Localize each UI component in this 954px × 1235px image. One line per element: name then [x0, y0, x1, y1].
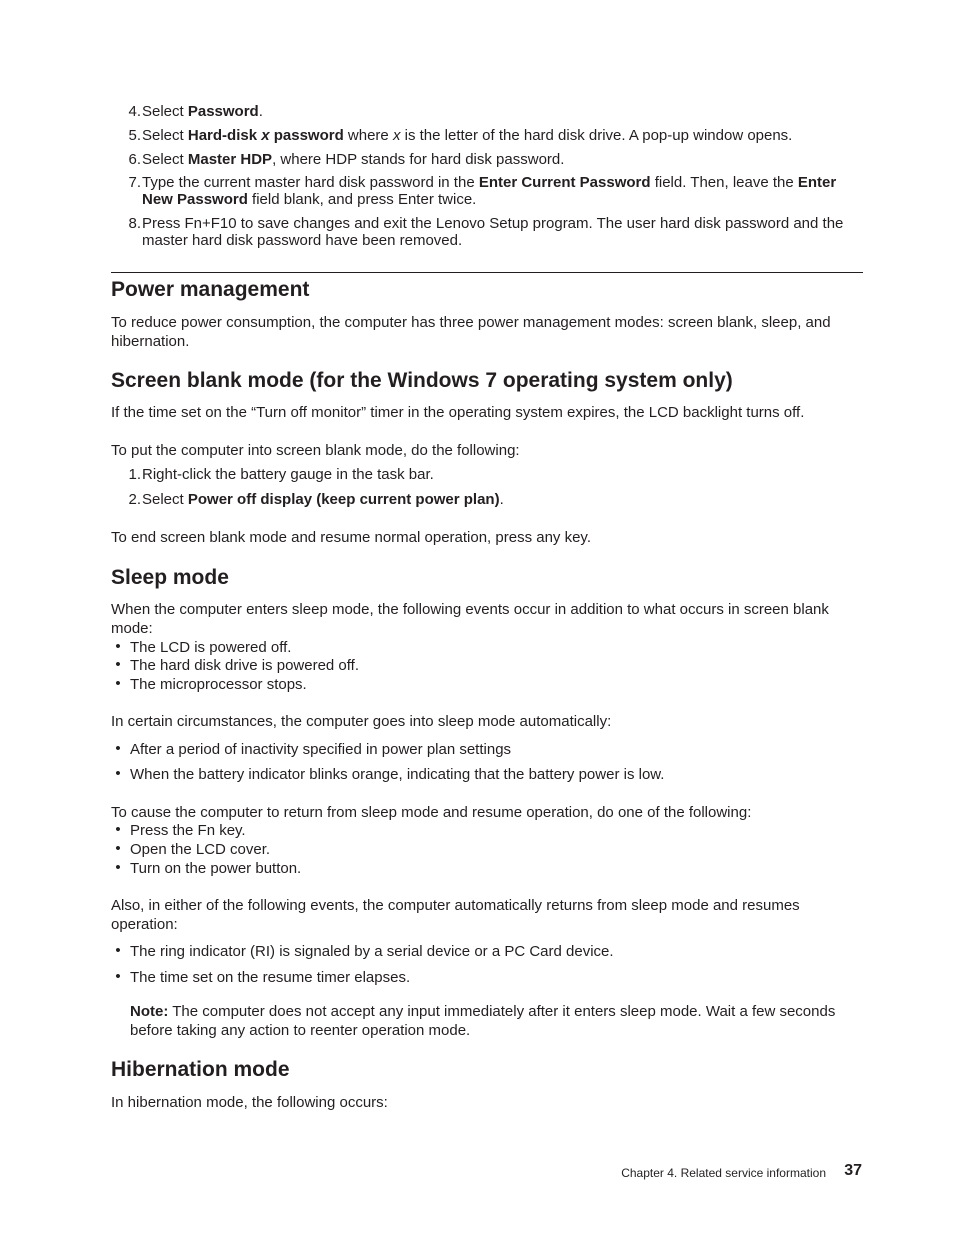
- sleep-list4-item: The ring indicator (RI) is signaled by a serial device or a PC Card device.: [130, 943, 614, 960]
- sleep-list1-item: The microprocessor stops.: [130, 676, 307, 693]
- screen-blank-step-2: Select Power off display (keep current power plan).: [142, 491, 504, 508]
- sleep-list3-item: Press the Fn key.: [130, 822, 246, 839]
- sleep-list4-item: The time set on the resume timer elapses.: [130, 969, 411, 986]
- bullet: •: [115, 638, 121, 655]
- screen-blank-p3: To end screen blank mode and resume normal operation, press any key.: [111, 529, 591, 546]
- sleep-list2-item: After a period of inactivity specified in power plan settings: [130, 741, 512, 758]
- step-number: 1.: [128, 466, 141, 483]
- screen-blank-p1: If the time set on the “Turn off monitor” timer in the operating system expires, the LCD backlight turns off.: [111, 404, 805, 421]
- step-8: Press Fn+F10 to save changes and exit the Lenovo Setup program. The user hard disk password and the master hard disk password have been removed.: [142, 215, 844, 249]
- step-number: 6.: [128, 151, 141, 168]
- sleep-note: Note: The computer does not accept any input immediately after it enters sleep mode. Wait a few seconds before taking any action to reenter operation mode.: [130, 1003, 836, 1039]
- sleep-mode-heading: Sleep mode: [111, 566, 229, 589]
- sleep-list3-item: Open the LCD cover.: [130, 841, 271, 858]
- screen-blank-heading: Screen blank mode (for the Windows 7 operating system only): [111, 369, 733, 392]
- sleep-p2: In certain circumstances, the computer goes into sleep mode automatically:: [111, 713, 612, 730]
- bullet: •: [115, 656, 121, 673]
- sleep-list1-item: The LCD is powered off.: [130, 639, 292, 656]
- step-number: 8.: [128, 215, 141, 232]
- step-number: 5.: [128, 127, 141, 144]
- screen-blank-step-1: Right-click the battery gauge in the task bar.: [142, 466, 434, 483]
- bullet: •: [115, 765, 121, 782]
- screen-blank-p2: To put the computer into screen blank mode, do the following:: [111, 442, 520, 459]
- sleep-p3: To cause the computer to return from sleep mode and resume operation, do one of the following:: [111, 804, 752, 821]
- bullet: •: [115, 968, 121, 985]
- sleep-p1: When the computer enters sleep mode, the following events occur in addition to what occurs in screen blank mode:: [111, 601, 829, 637]
- sleep-list3-item: Turn on the power button.: [130, 860, 302, 877]
- page-number: 37: [844, 1162, 862, 1179]
- hibernation-p1: In hibernation mode, the following occurs:: [111, 1094, 388, 1111]
- bullet: •: [115, 821, 121, 838]
- bullet: •: [115, 740, 121, 757]
- step-7: Type the current master hard disk password in the Enter Current Password field. Then, leave the Enter New Password field blank, and press Enter twice.: [142, 174, 837, 208]
- footer-chapter: Chapter 4. Related service information: [621, 1166, 826, 1180]
- step-5: Select Hard-disk x password where x is the letter of the hard disk drive. A pop-up window opens.: [142, 127, 793, 144]
- step-number: 4.: [128, 103, 141, 120]
- sleep-p4: Also, in either of the following events, the computer automatically returns from sleep mode and resumes operation:: [111, 897, 800, 933]
- section-divider: [111, 272, 863, 273]
- step-number: 2.: [128, 491, 141, 508]
- step-6: Select Master HDP, where HDP stands for hard disk password.: [142, 151, 565, 168]
- bullet: •: [115, 942, 121, 959]
- sleep-list1-item: The hard disk drive is powered off.: [130, 657, 360, 674]
- hibernation-heading: Hibernation mode: [111, 1058, 290, 1081]
- bullet: •: [115, 859, 121, 876]
- bullet: •: [115, 840, 121, 857]
- power-intro: To reduce power consumption, the computer has three power management modes: screen blank, sleep, and hibernation.: [111, 314, 831, 350]
- step-4: Select Password.: [142, 103, 263, 120]
- bullet: •: [115, 675, 121, 692]
- sleep-list2-item: When the battery indicator blinks orange, indicating that the battery power is low.: [130, 766, 665, 783]
- power-management-heading: Power management: [111, 278, 310, 301]
- step-number: 7.: [128, 174, 141, 191]
